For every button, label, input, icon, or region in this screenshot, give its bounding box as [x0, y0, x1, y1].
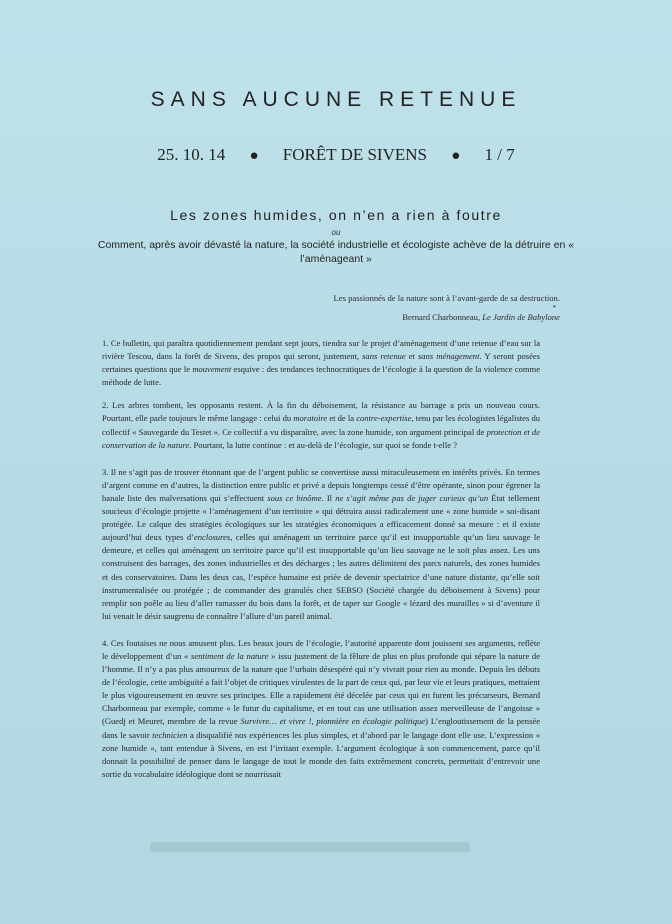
text-run: ) L’engloutissement de la pensée dans le savoir	[102, 716, 540, 740]
bullet-separator: ●	[249, 148, 259, 164]
text-run: . Y seront posées certaines questions que le	[102, 351, 540, 375]
text-run: 4. Ces foutaises ne nous amusent plus. Les beaux jours de l’écologie, l’autorité apparente dont jouissent ses arguments, reflète le développement d’un «	[102, 637, 540, 661]
text-run: . Il	[321, 492, 336, 503]
text-run: et de la	[327, 413, 357, 424]
issue-page-number: 1 / 7	[484, 145, 515, 164]
emphasis: mouvement	[192, 364, 232, 375]
emphasis: technicien	[152, 729, 188, 740]
text-run: État tellement soucieux d’écologie projette « l’aménagement d’un territoire » qui détruira aussi radicalement une « zone humide » soi-disant protégée. Le calque des stratégies écologiques sur les stratégies économiques a efficacement donné sa mesure : et il existe aujourd’hui deux types d’	[102, 492, 540, 543]
text-run: esquive : des tendances technocratiques de l’écologie à la question de la violence comme méthode de lutte.	[102, 364, 540, 388]
attribution-work: Le Jardin de Babylone	[482, 312, 560, 322]
paragraph-2	[102, 399, 540, 451]
emphasis: sentiment de la nature	[191, 650, 269, 661]
epigraph-attribution	[200, 311, 560, 324]
article-headline: Les zones humides, on n’en a rien à foutre	[170, 207, 502, 223]
epigraph	[200, 292, 560, 324]
emphasis: sans ménagement	[417, 351, 480, 362]
text-run: . Pourtant, la lutte continue : et au-delà de l’écologie, sur quoi se fonde t-elle ?	[189, 439, 457, 450]
headline-connector: ou	[331, 228, 341, 237]
emphasis: sous ce binôme	[267, 492, 322, 503]
paragraph-4	[102, 637, 540, 781]
emphasis: ne s’agit même pas de juger curieux qu’un	[335, 492, 489, 503]
emphasis: contre-expertise	[356, 413, 412, 424]
issue-location: FORÊT DE SIVENS	[282, 145, 427, 164]
article-body	[102, 337, 540, 791]
text-run: 1. Ce bulletin, qui paraîtra quotidiennement pendant sept jours, tiendra sur le projet d’aménagement d’une retenue d’eau sur la rivière Tescou, dans la forêt de Sivens, des propos qui seront, justement,	[102, 338, 540, 362]
emphasis: enclosures	[193, 532, 231, 543]
issue-date: 25. 10. 14	[157, 145, 226, 164]
epigraph-star: *	[552, 304, 556, 312]
emphasis: sans retenue	[362, 351, 406, 362]
attribution-author: Bernard Charbonneau,	[402, 312, 483, 322]
article-subtitle: Comment, après avoir dévasté la nature, la société industrielle et écologiste achève de la détruire en « l’aménageant »	[97, 239, 575, 265]
bullet-separator: ●	[451, 148, 461, 164]
text-run: 3. Il ne s’agit pas de trouver étonnant que de l’argent public se convertisse aussi miraculeusement en intérêts privés. En termes d’argent comme en d’autres, la distinction entre public et privé a depuis longtemps cessé d’être opérante, sinon pour égrener la banale liste des malversations qui s’effectuent	[102, 466, 540, 503]
text-run: a disqualifié nos expériences les plus simples, et d’abord par le langage dont elle use. L’expression « zone humide », tant entendue à Sivens, en est l’irritant exemple. L’argument écologique à son commencement, parce qu’il donnait la possibilité de penser dans le langage de tout le monde des faits extrêmement concrets, permettait d’entrevoir une sortie du vocabulaire idéologique dont se nourrissait	[102, 729, 540, 779]
text-run: et	[405, 351, 418, 362]
text-run: 2. Les arbres tombent, les opposants restent. À la fin du déboisement, la résistance au barrage a pris un nouveau cours. Pourtant, elle parle toujours le même langage : celui du	[102, 400, 540, 424]
epigraph-quote: Les passionnés de la nature sont à l’avant-garde de sa destruction.	[333, 293, 560, 303]
text-run: , tenu par les écologistes légalistes du collectif « Sauvegarde du Testet ». Ce collectif a vu disparaître, avec la zone humide, son argument principal de	[102, 413, 540, 437]
paragraph-3	[102, 466, 540, 623]
emphasis: protection et de conservation de la nature	[102, 426, 540, 450]
paragraph-1	[102, 337, 540, 389]
text-run: » issu justement de la fêlure de plus en plus profonde qui sépare la nature de l’homme. Il n’y a pas plus amoureux de la nature que l’urbain désespéré qui n’y vivrait pour rien au monde. Depuis les débuts de l’écologie, cette ambiguïté a fait l’objet de critiques virulentes de la part de ceux qui, par leur vie et leurs pratiques, mettaient le plus vigoureusement en œuvre ses principes. Elle a rapidement été décelée par ceux qui en furent les précurseurs, Bernard Charbonneau par exemple, comme « le futur du capitalisme, et en tout cas une utilisation assez merveilleuse de l’angoisse » (Guedj et Meuret, membre de la revue	[102, 650, 540, 727]
emphasis: moratoire	[293, 413, 328, 424]
text-run: , celles qui aménagent un territoire parce qu’il est insupportable qu’un lieu sauvage le demeure, et celles qui aménagent un territoire parce qu’il est insupportable qu’un lieu sauvage ne le soit plus assez. Les uns construisent des barrages, des zones industrielles et des décharges ; les autres délimitent des parcs naturels, des zones humides et des conservatoires. Dans les deux cas, l’espèce humaine est priée de devenir spectatrice d’une nature distante, qu’elle soit instrumentalisée ou protégée ; de commander des granulés chez SEBSO (Société chargée du déboisement à Sivens) pour remplir son poêle au lieu d’aller ramasser du bois dans la forêt, et de taper sur Google « lézard des murailles » si d’aventure il lui venait le désir saugrenu de connaître l’allure d’un pareil animal.	[102, 532, 540, 621]
masthead-title: SANS AUCUNE RETENUE	[150, 88, 522, 111]
show-through-shadow	[150, 842, 470, 852]
emphasis: Survivre… et vivre !, pionnière en écologie politique	[240, 716, 426, 727]
issue-line	[0, 145, 672, 165]
